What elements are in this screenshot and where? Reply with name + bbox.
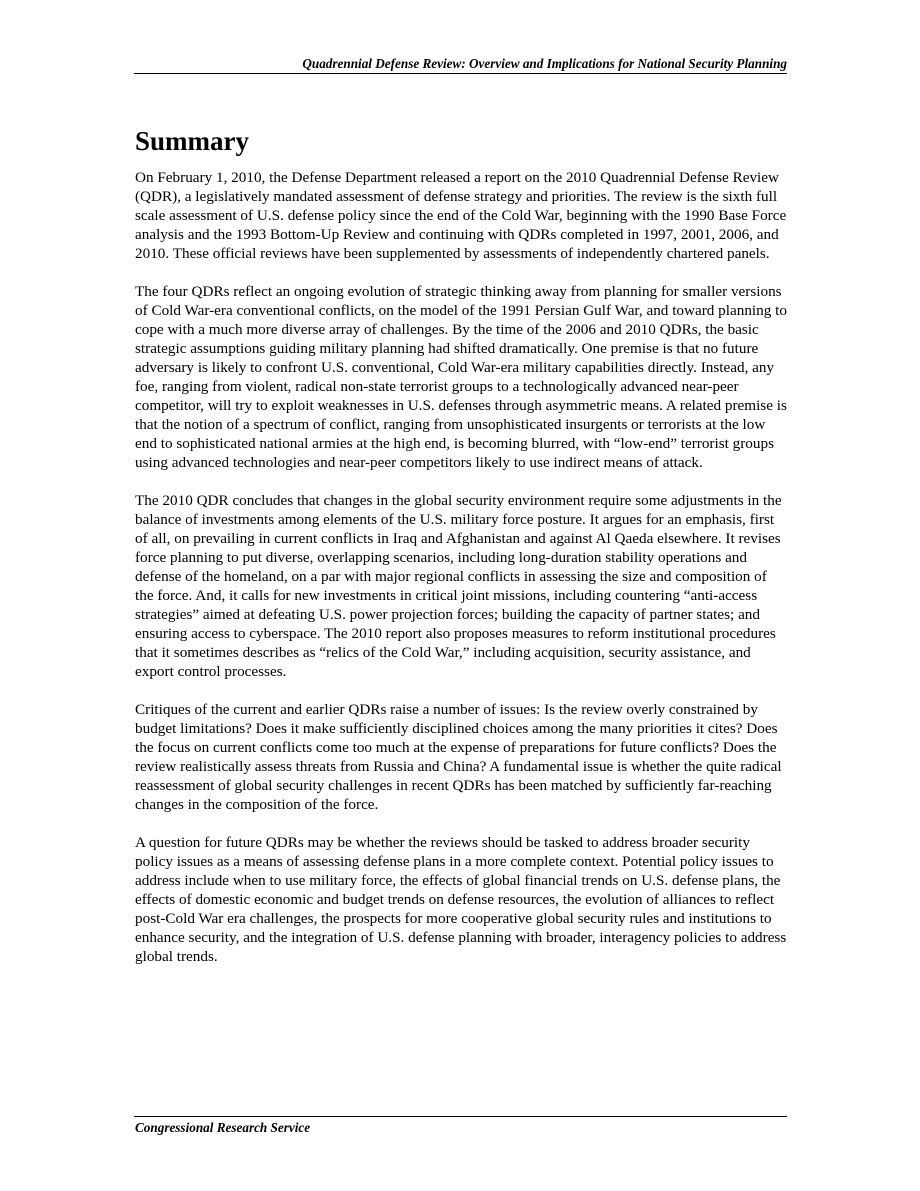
body-text [135, 168, 787, 985]
footer-rule [134, 1116, 787, 1117]
paragraph-3: The 2010 QDR concludes that changes in the global security environment require some adjustments in the balance of investments among elements of the U.S. military force posture. It argues for an emphasis, first of all, on prevailing in current conflicts in Iraq and Afghanistan and against Al Qaeda elsewhere. It revises force planning to put diverse, overlapping scenarios, including long-duration stability operations and defense of the homeland, on a par with major regional conflicts in assessing the size and composition of the force. And, it calls for new investments in critical joint missions, including countering “anti-access strategies” aimed at defeating U.S. power projection forces; building the capacity of partner states; and ensuring access to cyberspace. The 2010 report also proposes measures to reform institutional procedures that it sometimes describes as “relics of the Cold War,” including acquisition, security assistance, and export control processes. [135, 492, 782, 680]
paragraph-1: On February 1, 2010, the Defense Department released a report on the 2010 Quadrennial Defense Review (QDR), a legislatively mandated assessment of defense strategy and priorities. The review is the sixth full scale assessment of U.S. defense policy since the end of the Cold War, beginning with the 1990 Base Force analysis and the 1993 Bottom-Up Review and continuing with QDRs completed in 1997, 2001, 2006, and 2010. These official reviews have been supplemented by assessments of independently chartered panels. [135, 169, 787, 262]
section-title: Summary [135, 126, 249, 156]
running-header: Quadrennial Defense Review: Overview and Implications for National Security Planning [302, 56, 787, 71]
paragraph-5: A question for future QDRs may be whether the reviews should be tasked to address broader security policy issues as a means of assessing defense plans in a more complete context. Potential policy issues to address include when to use military force, the effects of global financial trends on U.S. defense plans, the effects of domestic economic and budget trends on defense resources, the evolution of alliances to reflect post-Cold War era challenges, the prospects for more cooperative global security rules and institutions to enhance security, and the integration of U.S. defense planning with broader, interagency policies to address global trends. [135, 834, 787, 965]
running-footer: Congressional Research Service [135, 1120, 311, 1135]
paragraph-2: The four QDRs reflect an ongoing evolution of strategic thinking away from planning for smaller versions of Cold War-era conventional conflicts, on the model of the 1991 Persian Gulf War, and toward planning to cope with a much more diverse array of challenges. By the time of the 2006 and 2010 QDRs, the basic strategic assumptions guiding military planning had shifted dramatically. One premise is that no future adversary is likely to confront U.S. conventional, Cold War-era military capabilities directly. Instead, any foe, ranging from violent, radical non-state terrorist groups to a technologically advanced near-peer competitor, will try to exploit weaknesses in U.S. defenses through asymmetric means. A related premise is that the notion of a spectrum of conflict, ranging from unsophisticated insurgents or terrorists at the low end to sophisticated national armies at the high end, is becoming blurred, with “low-end” terrorist groups using advanced technologies and near-peer competitors likely to use indirect means of attack. [135, 283, 787, 471]
paragraph-4: Critiques of the current and earlier QDRs raise a number of issues: Is the review overly constrained by budget limitations? Does it make sufficiently disciplined choices among the many priorities it cites? Does the focus on current conflicts come too much at the expense of preparations for future conflicts? Does the review realistically assess threats from Russia and China? A fundamental issue is whether the quite radical reassessment of global security challenges in recent QDRs has been matched by sufficiently far-reaching changes in the composition of the force. [135, 701, 782, 813]
header-rule [134, 73, 787, 74]
